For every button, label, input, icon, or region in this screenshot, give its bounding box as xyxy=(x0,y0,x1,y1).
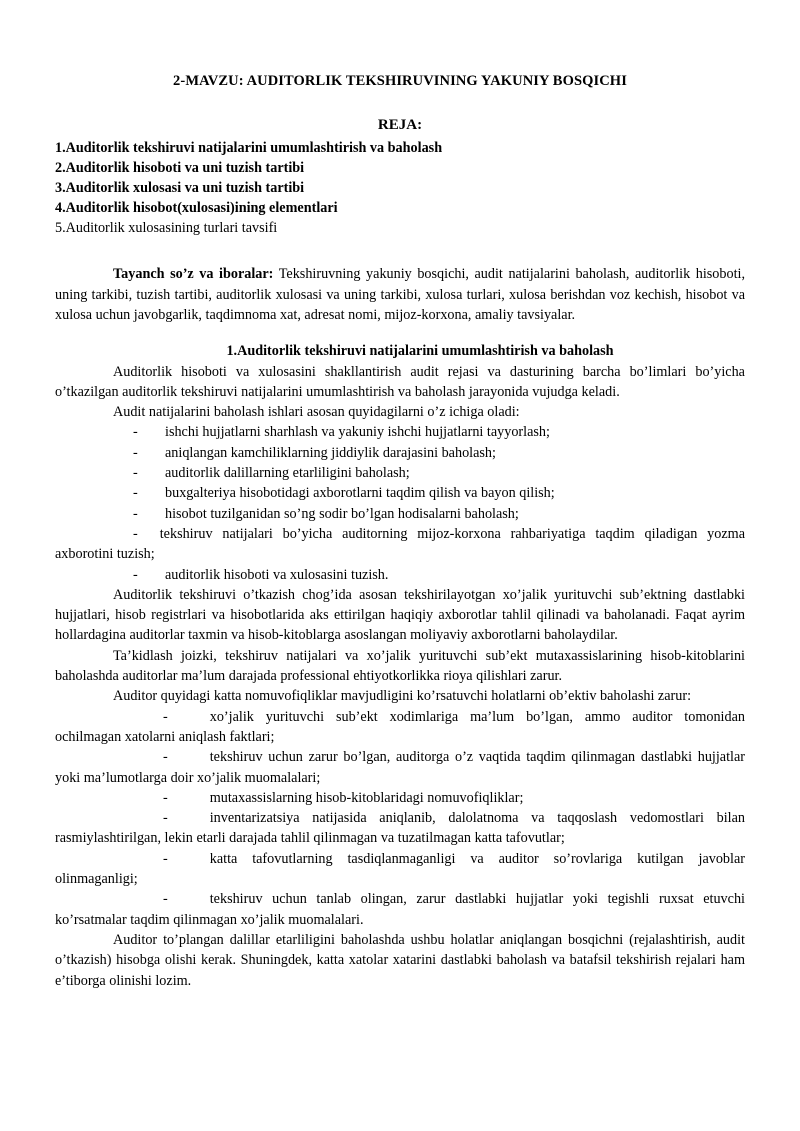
keywords-text: Tekshiruvning yakuniy bosqichi, audit natijalarini baholash, auditorlik hisoboti, uning tarkibi, tuzish tartibi, auditorlik xulosasi va uning tarkibi, xulosa turlari, xulosa berishdan voz kechish, hisobot va xulosa uchun javobgarlik, taqdimnoma xat, adresat nomi, mijoz-korxona, amaliy tavsiyalar. xyxy=(55,266,745,323)
section-1-para-5: Auditor quyidagi katta nomuvofiqliklar mavjudligini ko’rsatuvchi holatlarni ob’ektiv baholashi zarur: xyxy=(113,688,692,705)
bullet-marker: - xyxy=(133,566,138,583)
list-item xyxy=(55,788,745,808)
plan-item-1: 1.Auditorlik tekshiruvi natijalarini umumlashtirish va baholash xyxy=(55,139,443,156)
bullet-marker: - xyxy=(133,525,138,542)
list-item xyxy=(55,443,745,463)
bullet-text: aniqlangan kamchiliklarning jiddiylik darajasini baholash; xyxy=(165,444,496,461)
list-item xyxy=(55,463,745,483)
bullet-text: inventarizatsiya natijasida aniqlanib, dalolatnoma va taqqoslash vedomostlari bilan rasmiylashtirilgan, lekin etarli darajada tahlil qilinmagan va tuzatilmagan katta tafovutlar; xyxy=(55,810,745,847)
list-item xyxy=(55,422,745,442)
list-item xyxy=(55,707,745,748)
section-1-para-4: Ta’kidlash joizki, tekshiruv natijalari va xo’jalik yurituvchi sub’ekt mutaxassislarining hisob-kitoblarini baholashda auditorlar ma’lum darajada professional ehtiyotkorlikka rioya qilishlari zarur. xyxy=(55,647,745,685)
plan-item-2: 2.Auditorlik hisoboti va uni tuzish tartibi xyxy=(55,159,305,176)
bullet-text: auditorlik hisoboti va xulosasini tuzish. xyxy=(165,566,389,583)
list-item xyxy=(55,747,745,788)
bullet-text: auditorlik dalillarning etarliligini baholash; xyxy=(165,465,410,482)
list-item xyxy=(55,889,745,930)
list-item xyxy=(55,483,745,503)
bullet-text: buxgalteriya hisobotidagi axborotlarni taqdim qilish va bayon qilish; xyxy=(165,485,555,502)
bullet-text: katta tafovutlarning tasdiqlanmaganligi va auditor so’rovlariga kutilgan javoblar olinmaganligi; xyxy=(55,850,745,888)
bullet-text: hisobot tuzilganidan so’ng sodir bo’lgan hodisalarni baholash; xyxy=(165,505,519,522)
list-item xyxy=(55,849,745,890)
bullet-marker: - xyxy=(133,424,138,441)
bullet-marker: - xyxy=(163,749,168,766)
list-item xyxy=(55,524,745,565)
bullet-text: mutaxassislarning hisob-kitoblaridagi nomuvofiqliklar; xyxy=(209,789,524,806)
bullet-marker: - xyxy=(133,465,138,482)
bullet-text: tekshiruv uchun zarur bo’lgan, auditorga o’z vaqtida taqdim qilinmagan dastlabki hujjatlar yoki ma’lumotlarga doir xo’jalik muomalalari; xyxy=(55,749,745,786)
plan-item-5: 5.Auditorlik xulosasining turlari tavsifi xyxy=(55,220,278,237)
page-title: 2-MAVZU: AUDITORLIK TEKSHIRUVINING YAKUNIY BOSQICHI xyxy=(173,73,627,89)
bullet-text: tekshiruv uchun tanlab olingan, zarur dastlabki hujjatlar yoki tegishli ruxsat etuvchi ko’rsatmalar taqdim qilinmagan xo’jalik muomalalari. xyxy=(55,891,745,928)
bullet-marker: - xyxy=(163,708,168,725)
section-1-para-6: Auditor to’plangan dalillar etarliligini baholashda ushbu holatlar aniqlangan bosqichni (rejalashtirish, audit o’tkazish) hisobga olishi kerak. Shuningdek, katta xatolar xatarini dastlabki baholash va batafsil tekshirish rejalari ham e’tiborga olinishi lozim. xyxy=(55,931,745,989)
spacer xyxy=(55,238,745,264)
bullet-marker: - xyxy=(133,505,138,522)
bullet-marker: - xyxy=(133,444,138,461)
bullet-marker: - xyxy=(163,891,168,908)
bullet-marker: - xyxy=(133,485,138,502)
keywords-label: Tayanch so’z va iboralar: xyxy=(113,266,274,283)
bullet-text: xo’jalik yurituvchi sub’ekt xodimlariga ma’lum bo’lgan, ammo auditor tomonidan ochilmagan xatolarni aniqlash faktlari; xyxy=(55,708,745,745)
bullet-marker: - xyxy=(163,850,168,867)
plan-item-4: 4.Auditorlik hisobot(xulosasi)ining elementlari xyxy=(55,200,338,217)
bullet-marker: - xyxy=(163,810,168,827)
bullet-text: tekshiruv natijalari bo’yicha auditorning mijoz-korxona rahbariyatiga taqdim qiladigan yozma axborotini tuzish; xyxy=(55,525,745,563)
spacer xyxy=(55,325,745,341)
list-item xyxy=(55,504,745,524)
bullet-marker: - xyxy=(163,789,168,806)
plan-list xyxy=(55,138,745,239)
list-item xyxy=(55,565,745,585)
section-1-heading: 1.Auditorlik tekshiruvi natijalarini umumlashtirish va baholash xyxy=(226,343,614,360)
section-1-para-2: Audit natijalarini baholash ishlari asosan quyidagilarni o’z ichiga oladi: xyxy=(113,404,520,421)
keywords-paragraph xyxy=(55,264,745,325)
section-1-para-3: Auditorlik tekshiruvi o’tkazish chog’ida asosan tekshirilayotgan xo’jalik yurituvchi sub’ektning dastlabki hujjatlari, hisob registrlari va hisobotlarida aks ettirilgan haqiqiy axborotlar tahlil qilinadi va baholanadi. Faqat ayrim hollardagina auditorlar taxmin va hisob-kitoblarga asoslangan moliyaviy axborotlarni baholaydilar. xyxy=(55,586,745,644)
bullet-text: ishchi hujjatlarni sharhlash va yakuniy ishchi hujjatlarni tayyorlash; xyxy=(165,424,550,441)
plan-heading: REJA: xyxy=(377,117,423,134)
list-item xyxy=(55,808,745,849)
plan-item-3: 3.Auditorlik xulosasi va uni tuzish tartibi xyxy=(55,179,305,196)
section-1-para-1: Auditorlik hisoboti va xulosasini shakllantirish audit rejasi va dasturining barcha bo’limlari bo’yicha o’tkazilgan auditorlik tekshiruvi natijalarini umumlashtirish va baholash jarayonida vujudga keladi. xyxy=(55,363,745,400)
